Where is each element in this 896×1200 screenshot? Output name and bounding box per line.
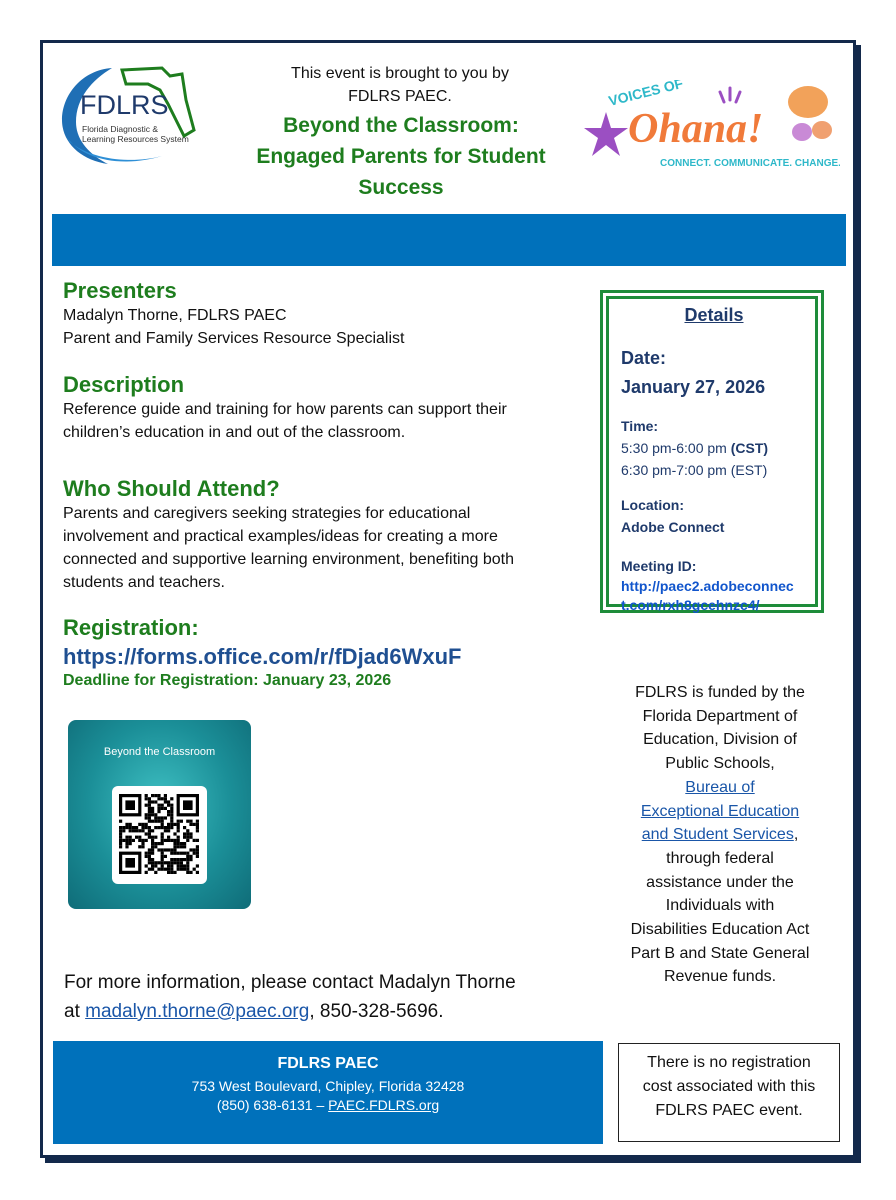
time-cst <box>621 437 807 459</box>
attend-section <box>63 476 583 594</box>
funding-line: Disabilities Education Act <box>630 921 810 939</box>
footer-address: 753 West Boulevard, Chipley, Florida 32428 <box>191 1078 465 1094</box>
date-value: January 27, 2026 <box>621 377 766 397</box>
presenter-name: Madalyn Thorne, FDLRS PAEC <box>63 307 287 324</box>
no-cost-line: cost associated with this <box>642 1078 816 1095</box>
registration-section <box>63 614 583 690</box>
footer-bar <box>53 1041 603 1144</box>
registration-deadline: Deadline for Registration: January 23, 2026 <box>63 672 392 689</box>
funding-line: Individuals with <box>665 897 775 915</box>
svg-text:FDLRS: FDLRS <box>80 90 169 120</box>
funding-line: Revenue funds. <box>663 968 777 986</box>
attend-line: students and teachers. <box>63 574 225 591</box>
funding-line: Part B and State General <box>630 944 810 962</box>
registration-link[interactable]: https://forms.office.com/r/fDjad6WxuF <box>63 644 462 669</box>
registration-heading: Registration: <box>63 615 199 640</box>
voices-of-ohana-logo <box>580 80 840 172</box>
meeting-link-part: t.com/rxh8gcehnzc4/ <box>621 597 760 613</box>
svg-text:CONNECT. COMMUNICATE. CHANGE.: CONNECT. COMMUNICATE. CHANGE. <box>660 158 840 169</box>
funding-line: Education, Division of <box>643 731 797 749</box>
location-label: Location: <box>621 497 684 513</box>
contact-at: at <box>64 1001 86 1022</box>
attend-line: Parents and caregivers seeking strategies for educational <box>63 505 471 522</box>
time-cst-zone: (CST) <box>730 440 769 456</box>
intro-line: This event is brought to you by <box>291 65 509 82</box>
presenters-heading: Presenters <box>63 278 177 303</box>
qr-caption: Beyond the Classroom <box>103 746 216 758</box>
attend-line: involvement and practical examples/ideas for creating a more <box>63 528 498 545</box>
event-title <box>226 110 576 203</box>
bureau-link[interactable]: Bureau of <box>685 778 755 796</box>
date-label: Date: <box>621 348 667 368</box>
time-est: 6:30 pm-7:00 pm (EST) <box>621 462 768 478</box>
attend-line: connected and supportive learning environment, benefiting both <box>63 551 514 568</box>
svg-text:Ohana!: Ohana! <box>628 106 764 152</box>
funding-statement <box>615 681 825 989</box>
footer-website-link[interactable]: PAEC.FDLRS.org <box>328 1097 440 1113</box>
no-cost-notice <box>618 1043 840 1142</box>
no-cost-line: FDLRS PAEC event. <box>655 1102 803 1119</box>
funding-line: Florida Department of <box>642 707 798 725</box>
svg-text:Learning Resources System: Learning Resources System <box>82 134 189 144</box>
svg-text:Florida Diagnostic &: Florida Diagnostic & <box>82 124 159 134</box>
contact-info <box>64 968 584 1026</box>
contact-phone: , 850-328-5696. <box>309 1001 444 1022</box>
description-section <box>63 372 583 444</box>
description-line: Reference guide and training for how parents can support their <box>63 401 507 418</box>
meeting-label: Meeting ID: <box>621 558 697 574</box>
funding-line: through federal <box>666 849 774 867</box>
intro-line: FDLRS PAEC. <box>348 88 452 105</box>
title-line: Engaged Parents for Student <box>256 145 546 168</box>
footer-phone: (850) 638-6131 – <box>216 1097 329 1113</box>
title-line: Success <box>358 176 444 199</box>
description-heading: Description <box>63 372 185 397</box>
presenters-section <box>63 278 583 350</box>
presenter-role: Parent and Family Services Resource Specialist <box>63 330 405 347</box>
meeting-link[interactable] <box>621 577 807 615</box>
bureau-link[interactable]: and Student Services <box>641 826 794 844</box>
qr-card[interactable] <box>68 720 251 909</box>
description-line: children’s education in and out of the classroom. <box>63 424 406 441</box>
funding-line: Public Schools, <box>665 755 775 773</box>
funding-line: FDLRS is funded by the <box>635 684 805 701</box>
bureau-link[interactable]: Exceptional Education <box>640 802 800 820</box>
title-line: Beyond the Classroom: <box>283 114 519 137</box>
qr-code[interactable] <box>112 786 207 884</box>
details-heading: Details <box>684 305 744 325</box>
footer-org-name: FDLRS PAEC <box>277 1055 379 1072</box>
funding-comma: , <box>793 826 799 844</box>
contact-email-link[interactable]: madalyn.thorne@paec.org <box>85 1001 310 1022</box>
time-label: Time: <box>621 418 659 434</box>
intro-text <box>240 62 560 108</box>
meeting-link-part: http://paec2.adobeconnec <box>621 578 794 594</box>
location-value: Adobe Connect <box>621 519 725 535</box>
contact-line: For more information, please contact Madalyn Thorne <box>64 972 516 993</box>
fdlrs-logo <box>52 60 202 170</box>
time-cst-text: 5:30 pm-6:00 pm <box>621 440 731 456</box>
attend-heading: Who Should Attend? <box>63 476 280 501</box>
svg-text:VOICES OF: VOICES OF <box>606 80 685 109</box>
funding-line: assistance under the <box>646 873 794 891</box>
details-box <box>600 290 824 613</box>
no-cost-line: There is no registration <box>647 1054 811 1071</box>
blue-banner <box>52 214 846 266</box>
